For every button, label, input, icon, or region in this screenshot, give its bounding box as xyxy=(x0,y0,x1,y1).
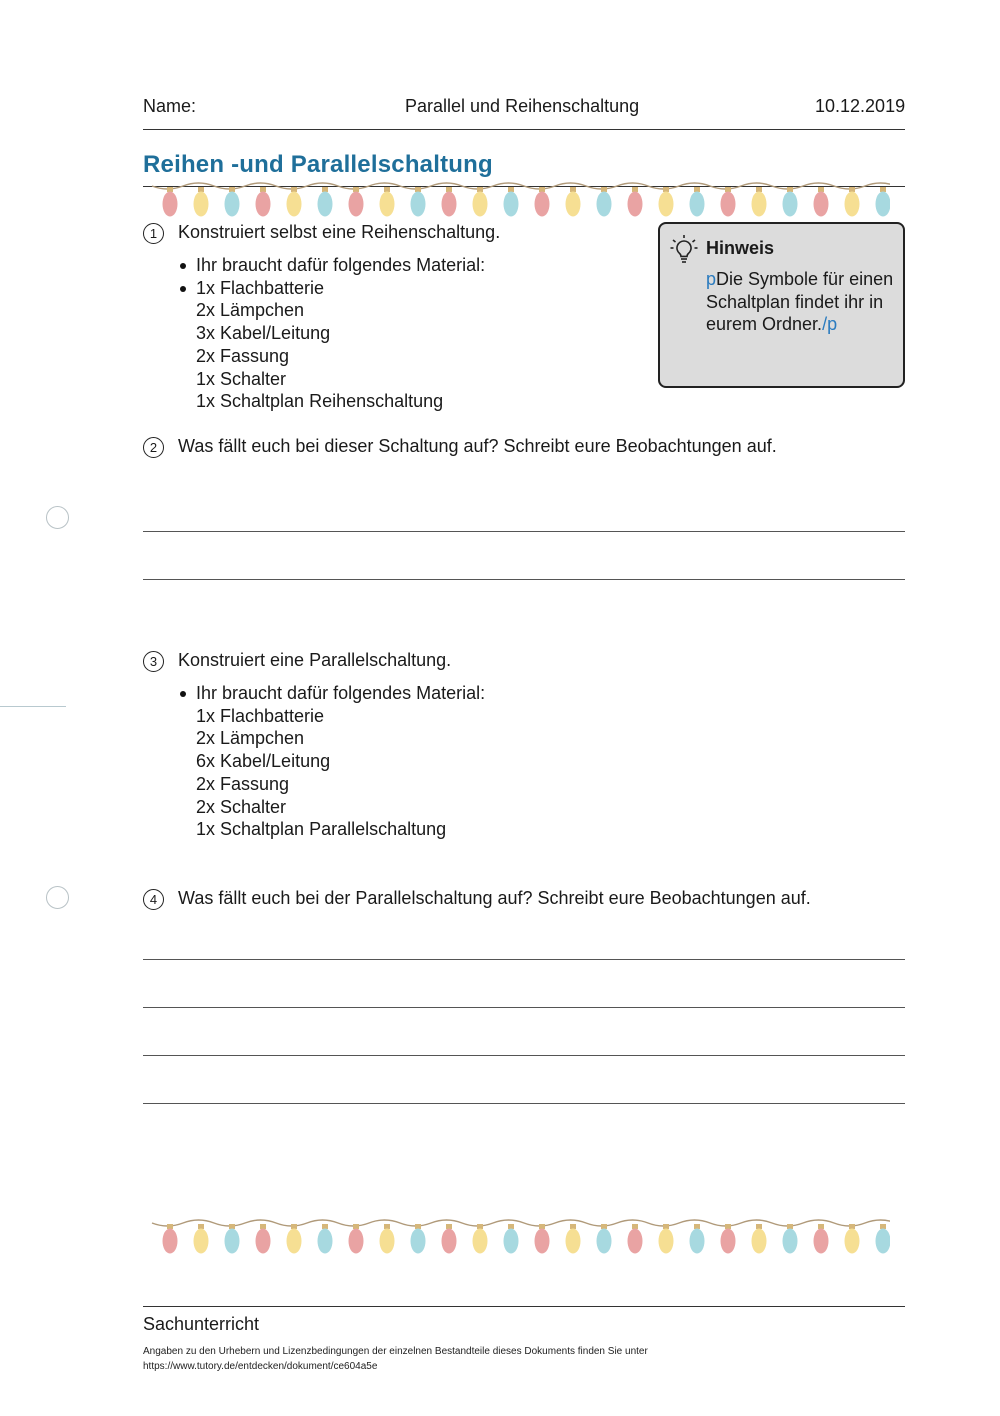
writing-line[interactable] xyxy=(143,1103,905,1104)
bulb-socket xyxy=(167,187,173,192)
list-item: 2x Fassung xyxy=(196,773,290,794)
light-bulb-icon xyxy=(473,1229,488,1254)
task-1-text: Konstruiert selbst eine Reihenschaltung. xyxy=(178,222,501,242)
light-bulb-icon xyxy=(845,192,860,217)
light-bulb-icon xyxy=(442,1229,457,1254)
light-bulb-icon xyxy=(783,1229,798,1254)
light-bulb-icon xyxy=(690,192,705,217)
light-bulb-icon xyxy=(473,192,488,217)
light-bulb-icon xyxy=(814,1229,829,1254)
light-bulb-icon xyxy=(721,192,736,217)
header-rule xyxy=(143,129,905,130)
light-bulb-icon xyxy=(411,1229,426,1254)
light-bulb-icon xyxy=(814,192,829,217)
light-bulb-icon xyxy=(504,192,519,217)
bulb-socket xyxy=(260,187,266,192)
list-item: 1x Flachbatterie xyxy=(196,705,325,726)
lights-garland-top xyxy=(150,178,890,224)
light-bulb-icon xyxy=(318,192,333,217)
light-bulb-icon xyxy=(721,1229,736,1254)
footer-rule xyxy=(143,1306,905,1307)
writing-line[interactable] xyxy=(143,579,905,580)
bulb-socket xyxy=(229,1224,235,1229)
light-bulb-icon xyxy=(225,192,240,217)
light-bulb-icon xyxy=(659,192,674,217)
hint-tag-close: /p xyxy=(822,314,838,335)
bulb-socket xyxy=(849,1224,855,1229)
light-bulb-icon xyxy=(163,1229,178,1254)
bulb-socket xyxy=(694,187,700,192)
bulb-socket xyxy=(415,1224,421,1229)
punch-hole-mark xyxy=(46,886,69,909)
light-bulb-icon xyxy=(287,192,302,217)
material-list-2 xyxy=(196,682,485,841)
hint-tag-open: p xyxy=(706,269,717,289)
task-2-text: Was fällt euch bei dieser Schaltung auf? Schreibt eure Beobachtungen auf. xyxy=(178,436,777,456)
bulb-socket xyxy=(787,1224,793,1229)
footer-subject: Sachunterricht xyxy=(143,1314,260,1334)
bulb-socket xyxy=(570,1224,576,1229)
hint-box xyxy=(658,222,905,388)
bulb-socket xyxy=(632,1224,638,1229)
light-bulb-icon xyxy=(628,192,643,217)
list-item: 2x Lämpchen xyxy=(196,300,305,321)
bulb-socket xyxy=(477,1224,483,1229)
list-item: 3x Kabel/Leitung xyxy=(196,323,331,344)
bulb-socket xyxy=(384,187,390,192)
light-bulb-icon xyxy=(783,192,798,217)
light-bulb-icon xyxy=(380,192,395,217)
light-bulb-icon xyxy=(535,192,550,217)
light-bulb-icon xyxy=(411,192,426,217)
footer-credits-line: Angaben zu den Urhebern und Lizenzbedingungen der einzelnen Bestandteile dieses Dokuments finden Sie unter xyxy=(143,1346,648,1357)
bulb-socket xyxy=(353,187,359,192)
bulb-socket xyxy=(508,187,514,192)
bulb-socket xyxy=(818,1224,824,1229)
bulb-socket xyxy=(725,1224,731,1229)
bulb-socket xyxy=(539,1224,545,1229)
bulb-socket xyxy=(725,187,731,192)
hint-title: Hinweis xyxy=(706,238,775,258)
worksheet-title: Reihen -und Parallelschaltung xyxy=(143,151,493,178)
list-item: 1x Flachbatterie xyxy=(196,277,485,300)
light-bulb-icon xyxy=(349,1229,364,1254)
light-bulb-icon xyxy=(659,1229,674,1254)
task-3-text: Konstruiert eine Parallelschaltung. xyxy=(178,650,452,670)
writing-line[interactable] xyxy=(143,959,905,960)
list-item: 6x Kabel/Leitung xyxy=(196,751,331,772)
bulb-socket xyxy=(663,1224,669,1229)
light-bulb-icon xyxy=(194,192,209,217)
bulb-socket xyxy=(260,1224,266,1229)
bulb-socket xyxy=(570,187,576,192)
light-bulb-icon xyxy=(442,192,457,217)
bulb-socket xyxy=(632,187,638,192)
hint-text: Die Symbole für einen Schaltplan findet ihr in eurem Ordner. xyxy=(706,269,894,335)
bulb-socket xyxy=(291,1224,297,1229)
bulb-socket xyxy=(415,187,421,192)
bulb-socket xyxy=(601,187,607,192)
light-bulb-icon xyxy=(504,1229,519,1254)
light-bulb-icon xyxy=(690,1229,705,1254)
list-item: Ihr braucht dafür folgendes Material: xyxy=(196,255,486,275)
bulb-socket xyxy=(539,187,545,192)
bulb-socket xyxy=(663,187,669,192)
footer-credits-url[interactable]: https://www.tutory.de/entdecken/dokument/ce604a5e xyxy=(143,1361,378,1372)
list-item: 2x Lämpchen xyxy=(196,728,305,749)
document-date: 10.12.2019 xyxy=(815,96,906,116)
light-bulb-icon xyxy=(628,1229,643,1254)
light-bulb-icon xyxy=(752,1229,767,1254)
light-bulb-icon xyxy=(256,1229,271,1254)
bulb-socket xyxy=(229,187,235,192)
light-bulb-icon xyxy=(876,1229,891,1254)
bulb-socket xyxy=(756,1224,762,1229)
list-item: 1x Schaltplan Parallelschaltung xyxy=(196,819,447,840)
list-item: Ihr braucht dafür folgendes Material: xyxy=(196,683,486,703)
writing-line[interactable] xyxy=(143,1055,905,1056)
light-bulb-icon xyxy=(225,1229,240,1254)
light-bulb-icon xyxy=(752,192,767,217)
light-bulb-icon xyxy=(566,1229,581,1254)
light-bulb-icon xyxy=(380,1229,395,1254)
lights-garland-bottom xyxy=(150,1215,890,1261)
footer-credits xyxy=(143,1344,648,1374)
list-item: 2x Schalter xyxy=(196,796,287,817)
bulb-socket xyxy=(756,187,762,192)
material-list-1 xyxy=(196,254,485,413)
bulb-socket xyxy=(880,187,886,192)
bulb-socket xyxy=(446,187,452,192)
light-bulb-icon xyxy=(256,192,271,217)
document-header-title: Parallel und Reihenschaltung xyxy=(405,96,640,116)
writing-line[interactable] xyxy=(143,531,905,532)
light-bulb-icon xyxy=(194,1229,209,1254)
bulb-socket xyxy=(508,1224,514,1229)
light-bulb-icon xyxy=(163,192,178,217)
bulb-socket xyxy=(787,187,793,192)
bulb-socket xyxy=(601,1224,607,1229)
bulb-socket xyxy=(167,1224,173,1229)
bulb-socket xyxy=(353,1224,359,1229)
bulb-socket xyxy=(384,1224,390,1229)
light-bulb-icon xyxy=(535,1229,550,1254)
light-bulb-icon xyxy=(845,1229,860,1254)
task-number-3: 3 xyxy=(143,651,164,672)
task-number-4: 4 xyxy=(143,889,164,910)
bulb-socket xyxy=(322,1224,328,1229)
list-item: 1x Schalter xyxy=(196,368,287,389)
fold-mark xyxy=(0,706,66,707)
light-bulb-icon xyxy=(566,192,581,217)
list-item: 1x Schaltplan Reihenschaltung xyxy=(196,391,444,412)
bulb-socket xyxy=(694,1224,700,1229)
light-bulb-icon xyxy=(876,192,891,217)
bulb-socket xyxy=(198,1224,204,1229)
light-bulb-icon xyxy=(597,1229,612,1254)
light-bulb-icon xyxy=(318,1229,333,1254)
light-bulb-icon xyxy=(287,1229,302,1254)
hint-body xyxy=(706,268,901,336)
list-item: 2x Fassung xyxy=(196,345,290,366)
bulb-socket xyxy=(880,1224,886,1229)
name-label: Name: xyxy=(143,96,197,116)
task-4-text: Was fällt euch bei der Parallelschaltung auf? Schreibt eure Beobachtungen auf. xyxy=(178,888,811,908)
bulb-socket xyxy=(198,187,204,192)
lightbulb-icon xyxy=(670,234,698,264)
task-number-1: 1 xyxy=(143,223,164,244)
bulb-socket xyxy=(322,187,328,192)
bulb-socket xyxy=(849,187,855,192)
bulb-socket xyxy=(446,1224,452,1229)
punch-hole-mark xyxy=(46,506,69,529)
task-number-2: 2 xyxy=(143,437,164,458)
light-bulb-icon xyxy=(349,192,364,217)
bulb-socket xyxy=(818,187,824,192)
light-bulb-icon xyxy=(597,192,612,217)
bulb-socket xyxy=(477,187,483,192)
bulb-socket xyxy=(291,187,297,192)
writing-line[interactable] xyxy=(143,1007,905,1008)
